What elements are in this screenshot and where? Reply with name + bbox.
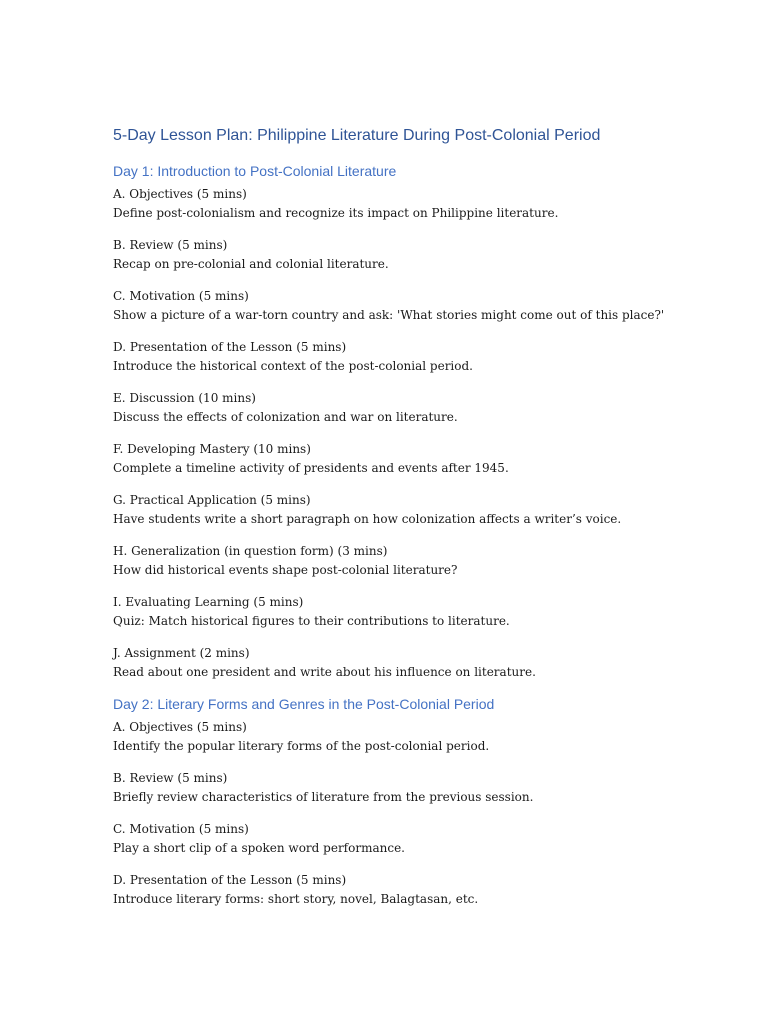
section-body: Introduce literary forms: short story, novel, Balagtasan, etc. (113, 892, 479, 906)
section-body: Show a picture of a war-torn country and ask: 'What stories might come out of this place?' (113, 308, 665, 322)
section-title: D. Presentation of the Lesson (5 mins) (113, 873, 347, 887)
lesson-section (113, 287, 733, 325)
section-body: How did historical events shape post-colonial literature? (113, 563, 458, 577)
section-title: C. Motivation (5 mins) (113, 289, 249, 303)
lesson-section (113, 644, 733, 682)
section-body: Have students write a short paragraph on how colonization affects a writer’s voice. (113, 512, 622, 526)
section-body: Discuss the effects of colonization and war on literature. (113, 410, 458, 424)
lesson-section (113, 718, 733, 756)
section-body: Quiz: Match historical figures to their contributions to literature. (113, 614, 510, 628)
section-title: B. Review (5 mins) (113, 238, 228, 252)
lesson-section (113, 236, 733, 274)
section-body: Read about one president and write about his influence on literature. (113, 665, 536, 679)
section-body: Identify the popular literary forms of the post-colonial period. (113, 739, 490, 753)
section-title: I. Evaluating Learning (5 mins) (113, 595, 304, 609)
section-title: F. Developing Mastery (10 mins) (113, 442, 311, 456)
lesson-section (113, 491, 733, 529)
lesson-section (113, 769, 733, 807)
lesson-section (113, 338, 733, 376)
section-title: B. Review (5 mins) (113, 771, 228, 785)
lesson-section (113, 389, 733, 427)
lesson-section (113, 593, 733, 631)
lesson-section (113, 185, 733, 223)
section-body: Introduce the historical context of the post-colonial period. (113, 359, 473, 373)
lesson-section (113, 542, 733, 580)
document-page (113, 125, 733, 922)
section-title: J. Assignment (2 mins) (113, 646, 250, 660)
section-title: C. Motivation (5 mins) (113, 822, 249, 836)
day-2-section (113, 695, 733, 909)
day-1-heading: Day 1: Introduction to Post-Colonial Literature (113, 163, 397, 179)
lesson-section (113, 820, 733, 858)
section-body: Define post-colonialism and recognize its impact on Philippine literature. (113, 206, 559, 220)
section-body: Play a short clip of a spoken word performance. (113, 841, 405, 855)
section-title: A. Objectives (5 mins) (113, 720, 247, 734)
section-title: H. Generalization (in question form) (3 mins) (113, 544, 388, 558)
section-body: Recap on pre-colonial and colonial literature. (113, 257, 389, 271)
lesson-section (113, 871, 733, 909)
section-body: Briefly review characteristics of literature from the previous session. (113, 790, 534, 804)
section-title: E. Discussion (10 mins) (113, 391, 256, 405)
section-title: A. Objectives (5 mins) (113, 187, 247, 201)
section-title: G. Practical Application (5 mins) (113, 493, 311, 507)
lesson-section (113, 440, 733, 478)
day-1-section (113, 162, 733, 682)
day-2-heading: Day 2: Literary Forms and Genres in the Post-Colonial Period (113, 696, 495, 712)
section-body: Complete a timeline activity of presidents and events after 1945. (113, 461, 509, 475)
document-title: 5-Day Lesson Plan: Philippine Literature During Post-Colonial Period (113, 127, 601, 144)
section-title: D. Presentation of the Lesson (5 mins) (113, 340, 347, 354)
